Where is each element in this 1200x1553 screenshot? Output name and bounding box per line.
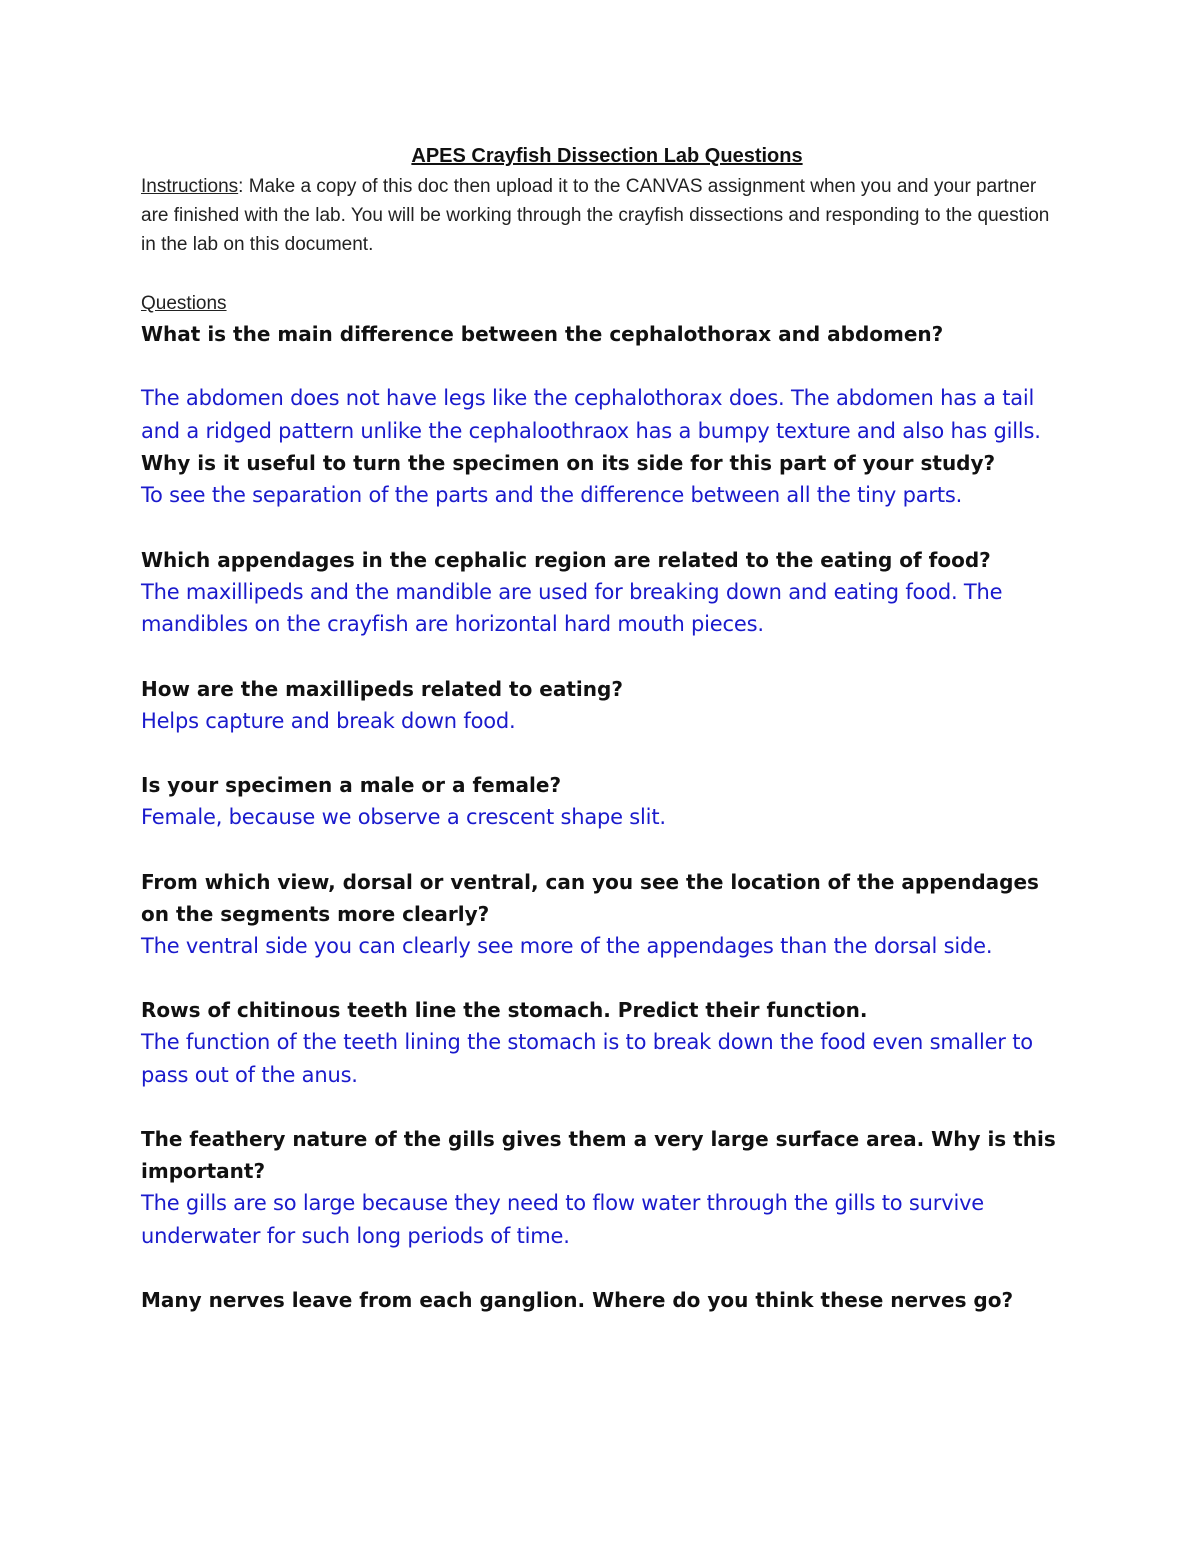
answer-3: The maxillipeds and the mandible are used for breaking down and eating food. The mandibles on the crayfish are horizontal hard mouth pieces. [141,579,1003,636]
questions-heading: Questions [141,293,227,314]
question-9: Many nerves leave from each ganglion. Where do you think these nerves go? [141,1288,1014,1312]
document-title: APES Crayfish Dissection Lab Questions [411,145,803,167]
answer-7: The function of the teeth lining the stomach is to break down the food even smaller to pass out of the anus. [141,1030,1033,1087]
instructions-text: : Make a copy of this doc then upload it to the CANVAS assignment when you and your partner are finished with the lab. You will be working through the crayfish dissections and responding to the question in the lab on this document. [141,176,1050,255]
document-content [141,140,1061,1316]
question-5: Is your specimen a male or a female? [141,773,562,797]
question-1: What is the main difference between the cephalothorax and abdomen? [141,322,944,346]
answer-1: The abdomen does not have legs like the cephalothorax does. The abdomen has a tail and a ridged pattern unlike the cephaloothraox has a bumpy texture and also has gills. [141,386,1041,443]
question-6: From which view, dorsal or ventral, can you see the location of the appendages on the segments more clearly? [141,869,1039,926]
question-3: Which appendages in the cephalic region are related to the eating of food? [141,547,991,572]
answer-2: To see the separation of the parts and the difference between all the tiny parts. [141,483,963,507]
question-2: Why is it useful to turn the specimen on its side for this part of your study? [141,451,996,475]
question-4: How are the maxillipeds related to eating? [141,676,623,701]
question-7: Rows of chitinous teeth line the stomach. Predict their function. [141,998,868,1022]
instructions-paragraph [141,172,1061,259]
question-8: The feathery nature of the gills gives them a very large surface area. Why is this important? [141,1127,1056,1183]
answer-5: Female, because we observe a crescent shape slit. [141,805,666,829]
instructions-label: Instructions [141,176,239,197]
answer-4: Helps capture and break down food. [141,708,516,733]
answer-6: The ventral side you can clearly see more of the appendages than the dorsal side. [141,933,993,958]
answer-8: The gills are so large because they need to flow water through the gills to survive underwater for such long periods of time. [141,1191,985,1248]
